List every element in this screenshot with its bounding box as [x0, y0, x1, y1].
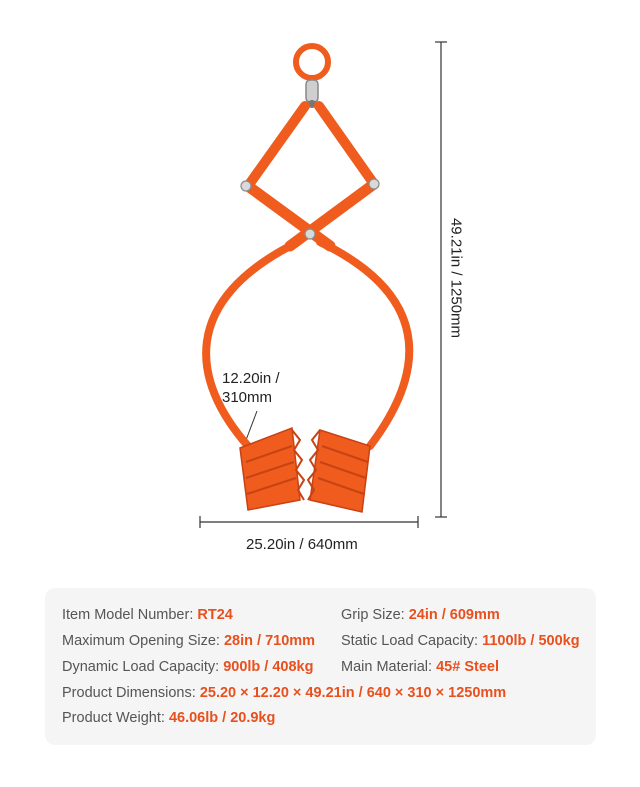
spec-static-load: Static Load Capacity: 1100lb / 500kg — [341, 633, 580, 649]
spec-material: Main Material: 45# Steel — [341, 659, 499, 675]
pivot-bolts — [241, 179, 379, 239]
spec-weight: Product Weight: 46.06lb / 20.9kg — [62, 710, 276, 726]
lifting-ring — [296, 46, 328, 78]
shackle — [306, 80, 318, 102]
width-dimension-label: 25.20in / 640mm — [246, 536, 358, 553]
grip-dimension-line2: 310mm — [222, 389, 273, 406]
grip-dimension-line1: 12.20in / — [222, 370, 280, 387]
specifications-panel — [45, 588, 596, 745]
spec-model: Item Model Number: RT24 — [62, 607, 233, 623]
right-jaw — [308, 430, 370, 512]
width-dimension-line — [200, 516, 418, 528]
spec-opening-size: Maximum Opening Size: 28in / 710mm — [62, 633, 316, 649]
spec-dimensions: Product Dimensions: 25.20 × 12.20 × 49.21in / 640 × 310 × 1250mm — [62, 685, 507, 701]
spec-dynamic-load: Dynamic Load Capacity: 900lb / 408kg — [62, 659, 314, 675]
left-jaw — [240, 428, 304, 510]
height-dimension-label: 49.21in / 1250mm — [447, 217, 465, 339]
spec-grip-size: Grip Size: 24in / 609mm — [341, 607, 500, 623]
height-dimension-line — [435, 42, 447, 517]
grip-dimension-label — [222, 369, 280, 407]
